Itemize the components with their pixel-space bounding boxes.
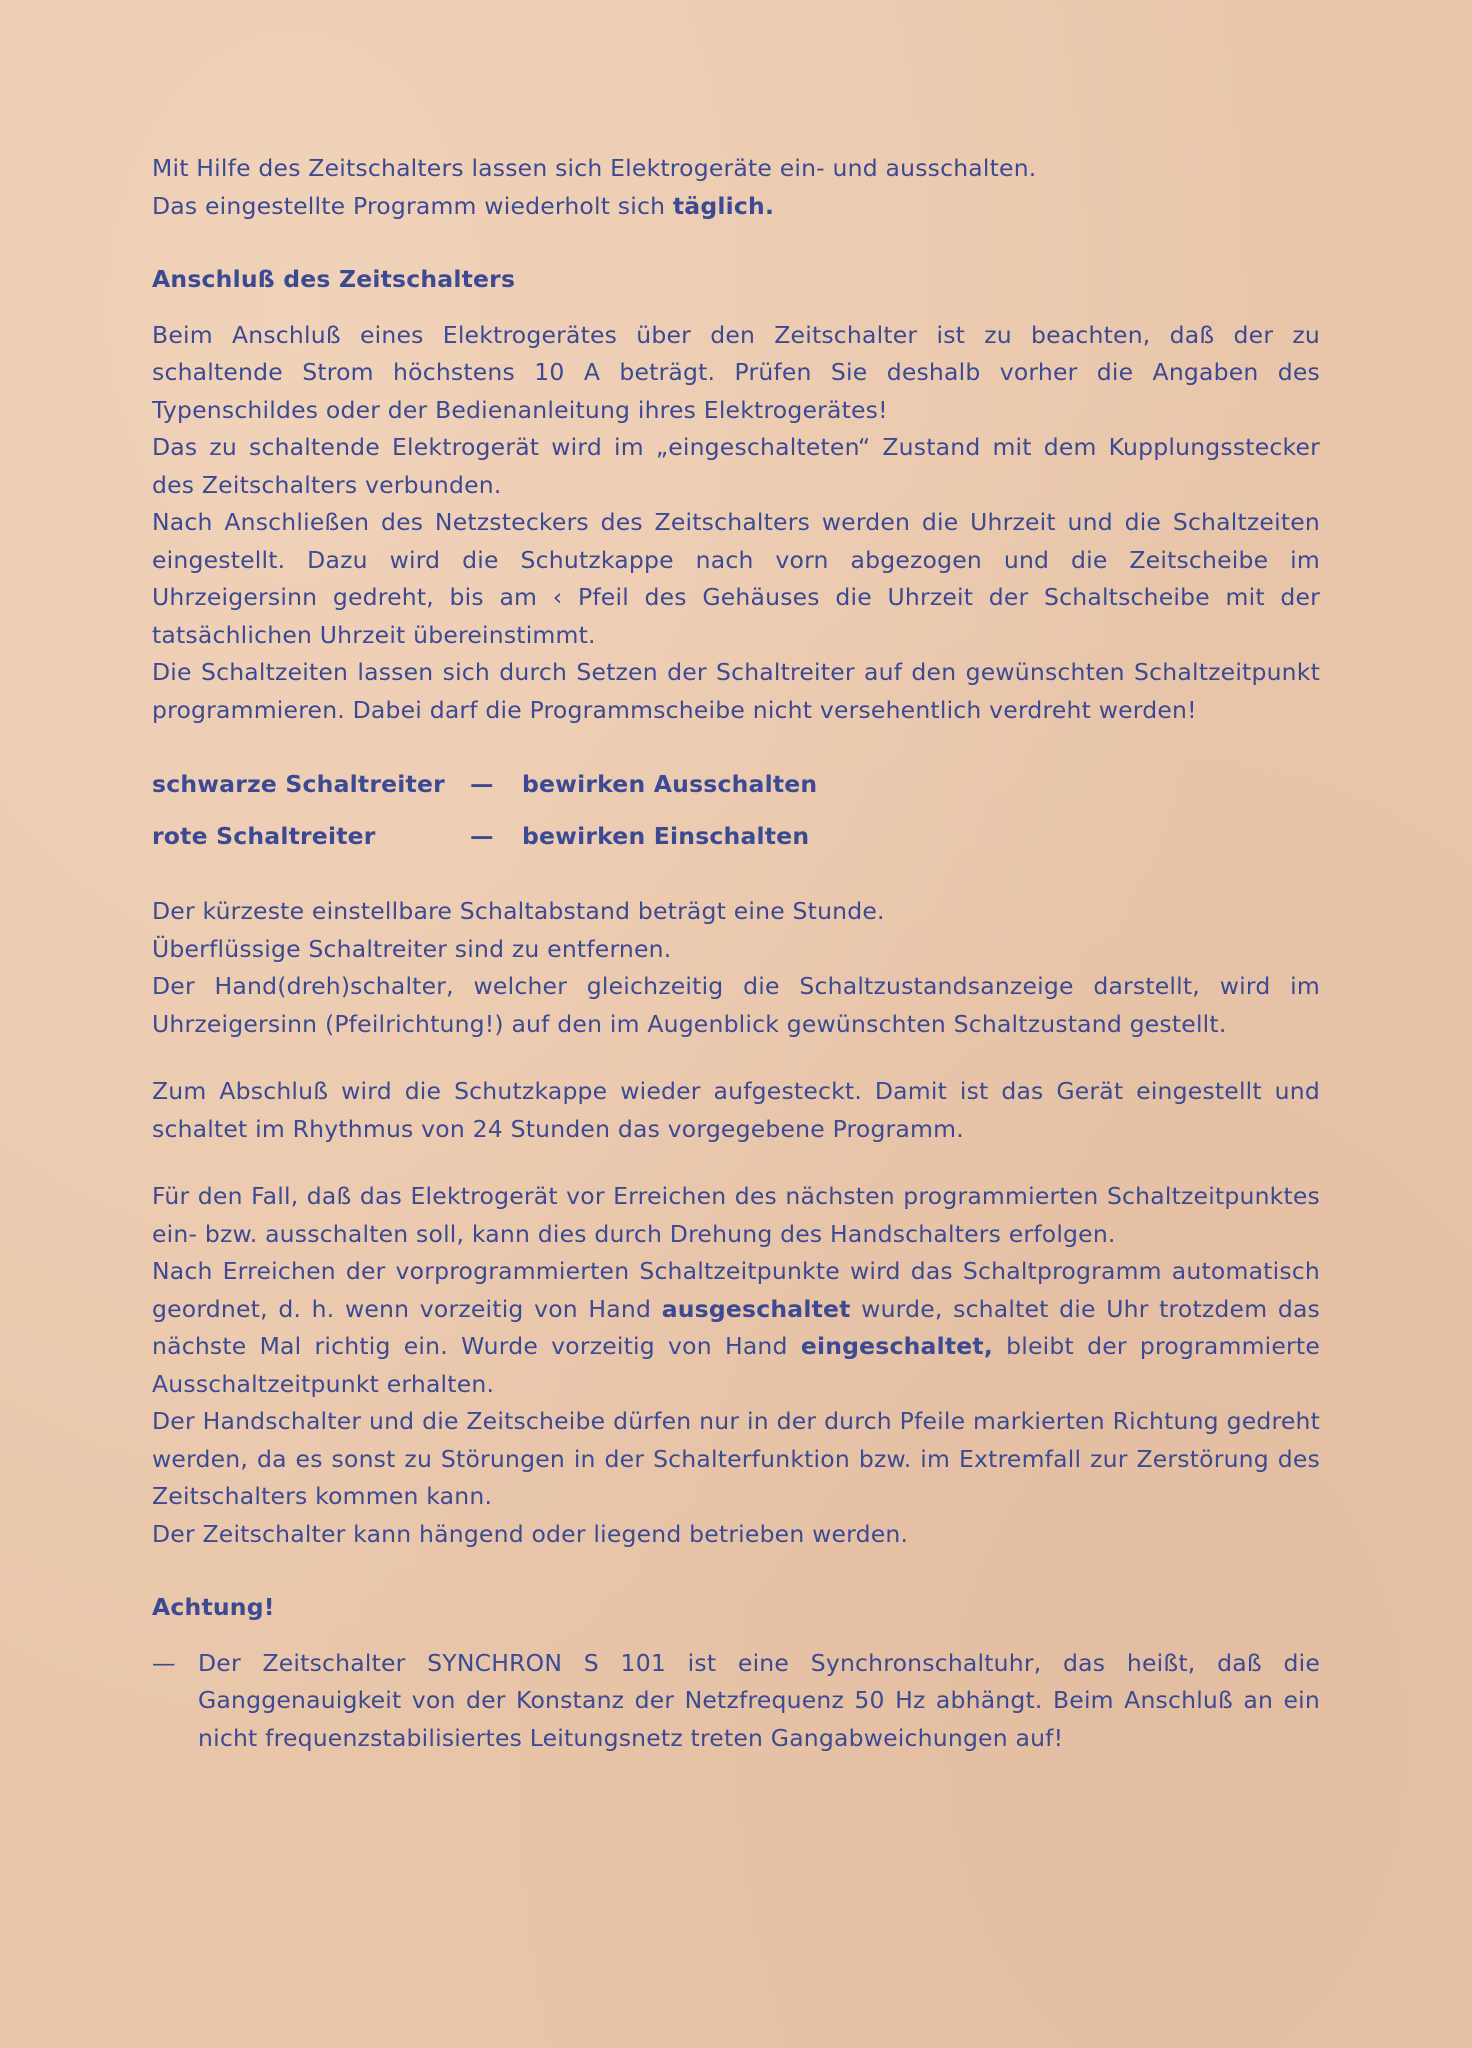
section-paragraph-4: Die Schaltzeiten lassen sich durch Setzen der Schaltreiter auf den gewünschten Schaltzeitpunkt programmieren. Dabei darf die Programmscheibe nicht versehentlich verdreht werden! bbox=[152, 658, 1320, 724]
rule-effect: bewirken Ausschalten bbox=[522, 770, 818, 799]
warning-text: Der Zeitschalter SYNCHRON S 101 ist eine Synchronschaltuhr, das heißt, daß die Ganggenauigkeit von der Konstanz der Netzfrequenz 50 Hz abhängt. Beim Anschluß an ein nicht frequenzstabilisiertes Leitungsnetz treten Gangabweichungen auf! bbox=[198, 1648, 1320, 1752]
warning-dash: — bbox=[152, 1648, 176, 1677]
block4-p2-part-a: Nach Erreichen der vorprogrammierten Schaltzeitpunkte wird das Schaltprogramm automatisch geordnet, d. h. wenn vorzeitig von Hand bbox=[152, 1257, 1320, 1323]
section-heading: Anschluß des Zeitschalters bbox=[152, 265, 516, 293]
rule-name: schwarze Schaltreiter bbox=[152, 770, 445, 799]
block4-p2-bold-ausgeschaltet: ausgeschaltet bbox=[661, 1294, 851, 1323]
spacer bbox=[152, 225, 1320, 261]
intro-line-2 bbox=[152, 188, 1320, 226]
rule-effect: bewirken Einschalten bbox=[522, 822, 810, 851]
rule-dash: — bbox=[470, 770, 494, 799]
section-paragraph-2: Das zu schaltende Elektrogerät wird im „eingeschalteten“ Zustand mit dem Kupplungsstecker des Zeitschalters verbunden. bbox=[152, 433, 1320, 499]
intro-line-2-text: Das eingestellte Programm wiederholt sich bbox=[152, 191, 673, 220]
block4-paragraph-4: Der Zeitschalter kann hängend oder liegend betrieben werden. bbox=[152, 1519, 909, 1548]
block4-p2-part-c: wurde, schaltet die Uhr trotzdem das nächste Mal richtig ein. Wurde vorzeitig von Hand bbox=[152, 1294, 1321, 1360]
warning-note bbox=[152, 1645, 1320, 1758]
intro-line-2-bold: täglich. bbox=[672, 191, 775, 220]
block4-paragraph-1: Für den Fall, daß das Elektrogerät vor Erreichen des nächsten programmierten Schaltzeitpunktes ein- bzw. ausschalten soll, kann dies durch Drehung des Handschalters erfolgen. bbox=[152, 1182, 1320, 1248]
document-body bbox=[152, 150, 1320, 1757]
warning-heading: Achtung! bbox=[152, 1593, 275, 1621]
rule-name: rote Schaltreiter bbox=[152, 822, 376, 851]
block4-paragraph-3: Der Handschalter und die Zeitscheibe dürfen nur in der durch Pfeile markierten Richtung gedreht werden, da es sonst zu Störungen in der Schalterfunktion bzw. im Extremfall zur Zerstörung des Zeitschalters kommen kann. bbox=[152, 1407, 1320, 1510]
spacer bbox=[152, 729, 1320, 759]
block2-paragraph-2: Überflüssige Schaltreiter sind zu entfernen. bbox=[152, 934, 672, 963]
spacer bbox=[152, 863, 1320, 893]
rule-row-red bbox=[152, 811, 1320, 863]
intro-line-1: Mit Hilfe des Zeitschalters lassen sich Elektrogeräte ein- und ausschalten. bbox=[152, 154, 1037, 182]
spacer bbox=[152, 299, 1320, 317]
section-paragraph-3: Nach Anschließen des Netzsteckers des Zeitschalters werden die Uhrzeit und die Schaltzeiten eingestellt. Dazu wird die Schutzkappe nach vorn abgezogen und die Zeitscheibe im Uhrzeigersinn gedreht, bis am ‹ Pfeil des Gehäuses die Uhrzeit der Schaltscheibe mit der tatsächlichen Uhrzeit übereinstimmt. bbox=[152, 508, 1320, 649]
spacer bbox=[152, 1043, 1320, 1073]
spacer bbox=[152, 1627, 1320, 1645]
block2-paragraph-3: Der Hand(dreh)schalter, welcher gleichzeitig die Schaltzustandsanzeige darstellt, wird im Uhrzeigersinn (Pfeilrichtung!) auf den im Augenblick gewünschten Schaltzustand gestellt. bbox=[152, 972, 1320, 1038]
block4-p2-bold-eingeschaltet: eingeschaltet, bbox=[800, 1332, 993, 1360]
block4-paragraph-2 bbox=[152, 1253, 1320, 1403]
section-paragraph-1: Beim Anschluß eines Elektrogerätes über den Zeitschalter ist zu beachten, daß der zu schaltende Strom höchstens 10 A beträgt. Prüfen Sie deshalb vorher die Angaben des Typenschildes oder der Bedienanleitung ihres Elektrogerätes! bbox=[152, 320, 1320, 424]
block2-paragraph-1: Der kürzeste einstellbare Schaltabstand beträgt eine Stunde. bbox=[152, 897, 885, 925]
block3-paragraph-1: Zum Abschluß wird die Schutzkappe wieder aufgesteckt. Damit ist das Gerät eingestellt und schaltet im Rhythmus von 24 Stunden das vorgegebene Programm. bbox=[152, 1077, 1320, 1143]
spacer bbox=[152, 1148, 1320, 1178]
spacer bbox=[152, 1553, 1320, 1589]
rule-dash: — bbox=[470, 822, 494, 851]
block4-p2-part-e: bleibt der programmierte Ausschaltzeitpunkt erhalten. bbox=[152, 1332, 1320, 1398]
rule-row-black bbox=[152, 759, 1320, 811]
